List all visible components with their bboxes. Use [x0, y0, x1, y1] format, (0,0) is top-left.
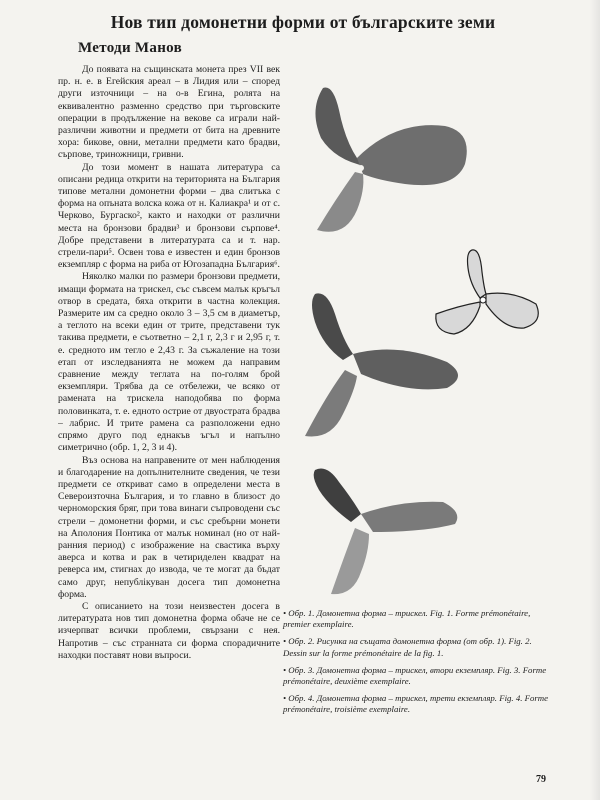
- figure-4-photo: [305, 462, 470, 602]
- article-title: Нов тип домонетни форми от българските земи: [110, 12, 496, 32]
- caption-fig-3: • Обр. 3. Домонетна форма – трискел, втори екземпляр. Fig. 3. Forme prémonétaire, deuxième exemplaire.: [283, 664, 547, 687]
- page-number: 79: [536, 774, 546, 785]
- figure-3-photo: [297, 290, 477, 440]
- paragraph: Няколко малки по размери бронзови предмети, имащи формата на трискел, със съвсем малък кръгъл отвор в средата, бяха открити в частна колекция. Размерите им са средно около 3 – 3,5 см в диаметър, а теглото на всеки един от трите, представени тук такива предмети, е съответно – 2,1 г, 2,3 г и 2,95 г, т. е. средното им тегло е 2,43 г. За съжаление на този етап от изследванията не можем да направим сравнение между теглата на по-голям брой екземпляри. Трябва да се отбележи, че всяко от рамената на трискела наподобява по форма половинката, т. е. едното острие от двуострата брадва – лабрис. И трите рамена са разположени едно спрямо друго под еднакъв ъгъл и напълно симетрично (обр. 1, 2, 3 и 4).: [58, 271, 280, 454]
- caption-fig-4: • Обр. 4. Домонетна форма – трискел, трети екземпляр. Fig. 4. Forme prémonétaire, troisième exemplaire.: [283, 693, 549, 715]
- paragraph: До този момент в нашата литература са описани редица открити на територията на България типове метални домонетни форми – два слитъка с форма на опъната волска кожа от н. Калиакра¹ и от с. Черково, Бургаско², както и находки от различни места на бронзови брадви³ и бронзови сърпове⁴. Добре представени в литературата са и т. нар. стрели-пари⁵. Освен това е известен и един бронзов екземпляр с форма на риба от Югозападна България⁶.: [58, 161, 280, 271]
- caption-fig-2: • Обр. 2. Рисунка на същата домонетна форма (от обр. 1). Fig. 2. Dessin sur la forme prémonétaire de la fig. 1.: [283, 636, 532, 658]
- article-author: Методи Манов: [78, 40, 182, 56]
- paragraph: Въз основа на направените от мен наблюдения и благодарение на допълнителните сведения, че тези предмети се откриват само в определени места в Североизточна България, и то главно в близост до черноморския бряг, при това винаги съпроводени със стрели – домонетни форми, и със сребърни монети на Аполония Понтика от малък номинал (но от най-ранния период) с изображение на свастика върху аверса и котва и рак в четириделен квадрат на реверса им, стигнах до извода, че те могат да бъдат само друг, непублікуван досега тип домонетна форма.: [58, 454, 280, 600]
- paragraph: До появата на същинската монета през VII век пр. н. е. в Егейския ареал – в Лидия или – според други източници – на о-в Егина, ролята на еквивалентно разменно средство при търговските операции в продължение на векове са играли най-различни животни и предмети от бита на древните хора: бикове, овни, метални предмети като брадви, сърпове, триножници, гривни.: [58, 64, 280, 161]
- paragraph: С описанието на този неизвестен досега в литературата нов тип домонетна форма обаче не се изчерпват всички проблеми, свързани с нея. Напротив – със странната си форма спорадичните находки поставят нови въпроси.: [58, 600, 280, 661]
- figure-1-photo: [295, 80, 480, 240]
- scan-shadow: [590, 0, 600, 800]
- article-body: [58, 64, 280, 784]
- figure-captions: [283, 608, 551, 722]
- caption-fig-1: • Обр. 1. Домонетна форма – трискел. Fig. 1. Forme prémonétaire, premier exemplaire.: [283, 608, 531, 630]
